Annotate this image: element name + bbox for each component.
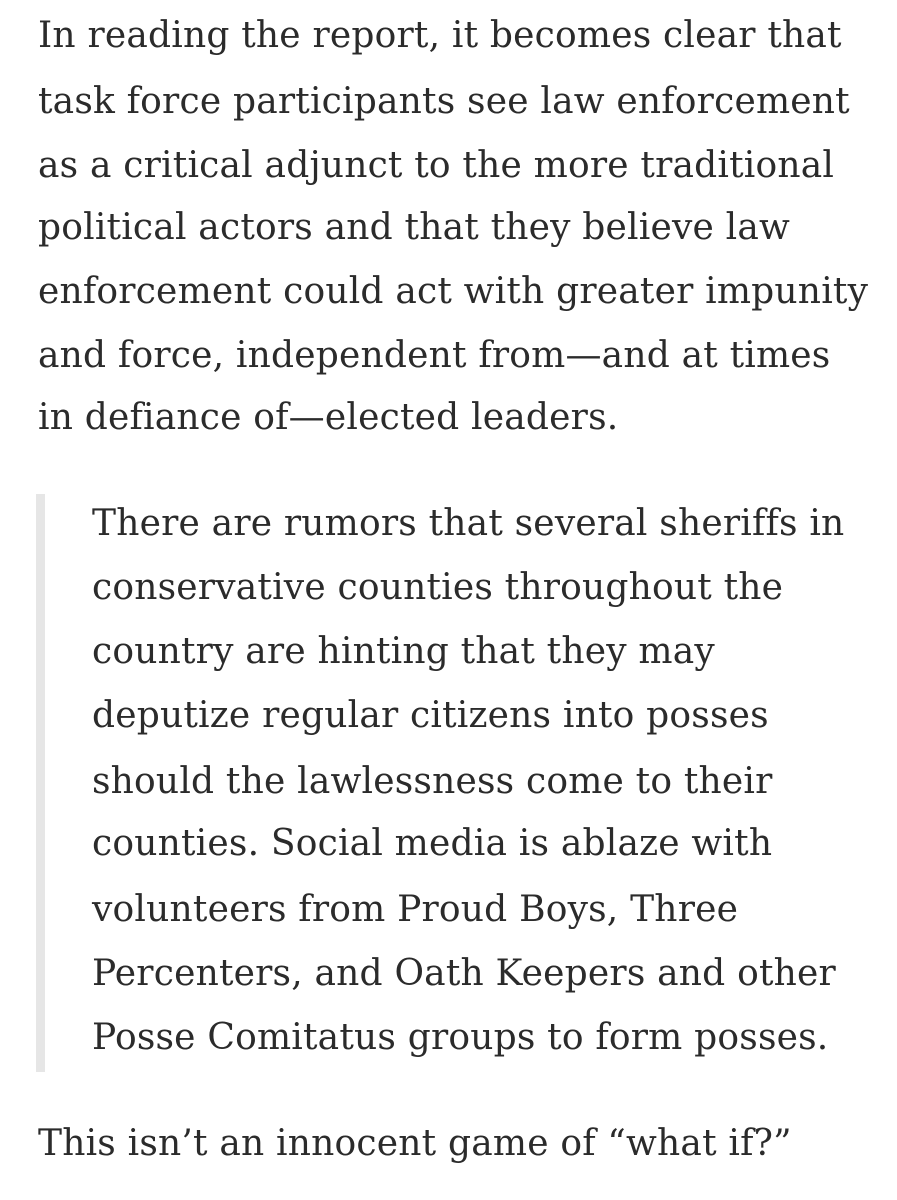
paragraph-line: In reading the report, it becomes clear that bbox=[38, 15, 842, 56]
blockquote-line: conservative counties throughout the bbox=[92, 567, 784, 608]
paragraph-line: political actors and that they believe law bbox=[38, 207, 791, 248]
paragraph-line: This isn’t an innocent game of “what if?” bbox=[38, 1123, 792, 1164]
blockquote-line: should the lawlessness come to their bbox=[92, 761, 773, 802]
blockquote-line: Posse Comitatus groups to form posses. bbox=[92, 1017, 829, 1058]
paragraph-line: in defiance of—elected leaders. bbox=[38, 397, 619, 438]
blockquote-line: There are rumors that several sheriffs in bbox=[92, 503, 845, 544]
blockquote-line: deputize regular citizens into posses bbox=[92, 695, 769, 736]
blockquote-border bbox=[36, 494, 45, 1072]
paragraph-line: as a critical adjunct to the more traditional bbox=[38, 145, 835, 186]
blockquote-line: volunteers from Proud Boys, Three bbox=[92, 889, 739, 930]
paragraph-line: task force participants see law enforcement bbox=[38, 81, 850, 122]
paragraph-line: and force, independent from—and at times bbox=[38, 335, 831, 376]
blockquote-line: counties. Social media is ablaze with bbox=[92, 823, 773, 864]
blockquote-line: country are hinting that they may bbox=[92, 631, 715, 672]
paragraph-line: enforcement could act with greater impunity bbox=[38, 271, 869, 312]
blockquote-line: Percenters, and Oath Keepers and other bbox=[92, 953, 836, 994]
